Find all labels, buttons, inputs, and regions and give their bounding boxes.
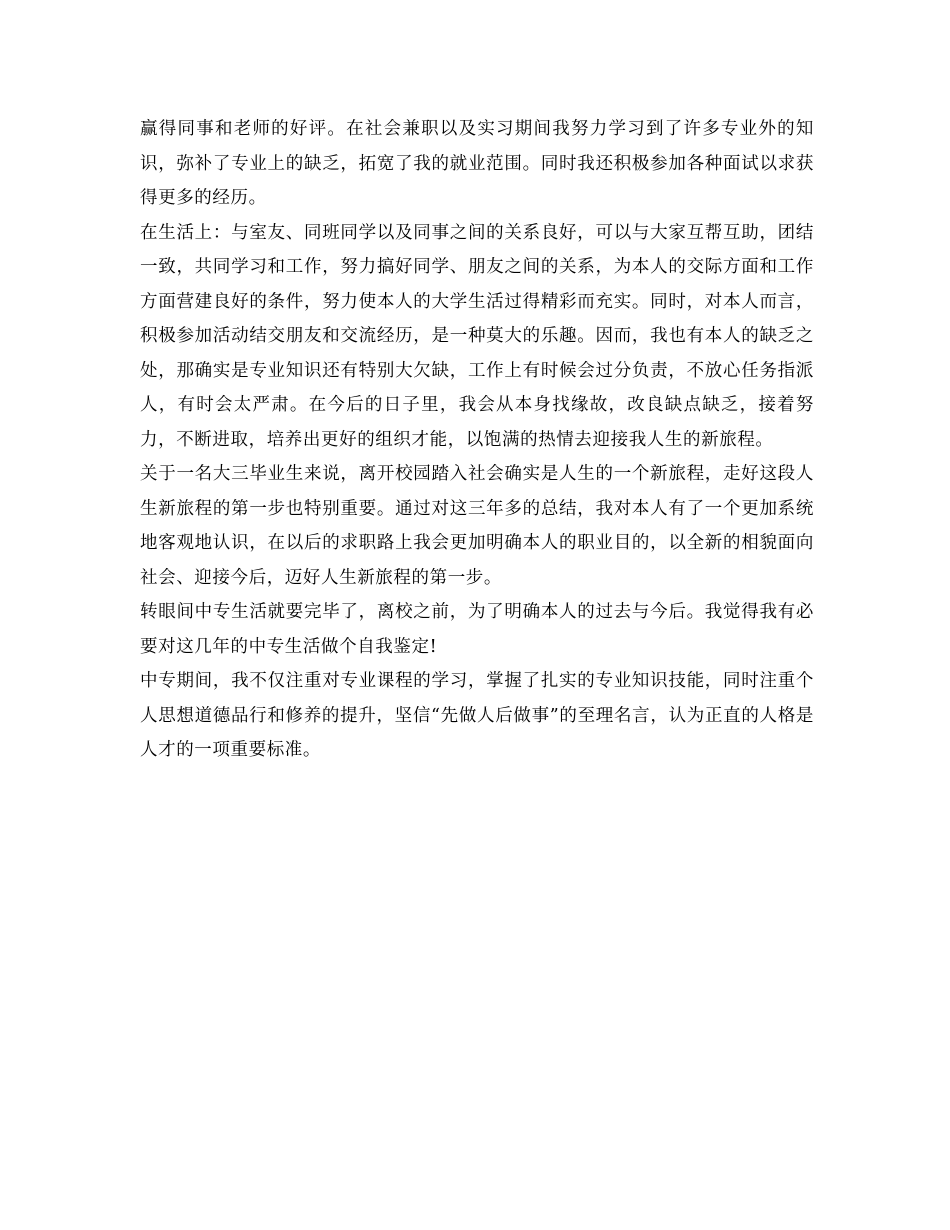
document-body bbox=[140, 112, 814, 768]
paragraph-study-period: 中专期间，我不仅注重对专业课程的学习，掌握了扎实的专业知识技能，同时注重个人思想道德品行和修养的提升，坚信“先做人后做事”的至理名言，认为正直的人格是人才的一项重要标准。 bbox=[140, 671, 814, 760]
paragraph-self-appraisal-intro: 转眼间中专生活就要完毕了，离校之前，为了明确本人的过去与今后。我觉得我有必要对这几年的中专生活做个自我鉴定! bbox=[140, 602, 814, 657]
paragraph-new-journey: 关于一名大三毕业生来说，离开校园踏入社会确实是人生的一个新旅程，走好这段人生新旅程的第一步也特别重要。通过对这三年多的总结，我对本人有了一个更加系统地客观地认识，在以后的求职路上我会更加明确本人的职业目的，以全新的相貌面向社会、迎接今后，迈好人生新旅程的第一步。 bbox=[140, 464, 814, 588]
paragraph-life: 在生活上：与室友、同班同学以及同事之间的关系良好，可以与大家互帮互助，团结一致，共同学习和工作，努力搞好同学、朋友之间的关系，为本人的交际方面和工作方面营建良好的条件，努力使本人的大学生活过得精彩而充实。同时，对本人而言，积极参加活动结交朋友和交流经历，是一种莫大的乐趣。因而，我也有本人的缺乏之处，那确实是专业知识还有特别大欠缺，工作上有时候会过分负责，不放心任务指派人，有时会太严肃。在今后的日子里，我会从本身找缘故，改良缺点缺乏，接着努力，不断进取，培养出更好的组织才能，以饱满的热情去迎接我人生的新旅程。 bbox=[140, 222, 814, 450]
paragraph-work-experience: 赢得同事和老师的好评。在社会兼职以及实习期间我努力学习到了许多专业外的知识，弥补了专业上的缺乏，拓宽了我的就业范围。同时我还积极参加各种面试以求获得更多的经历。 bbox=[140, 119, 814, 208]
